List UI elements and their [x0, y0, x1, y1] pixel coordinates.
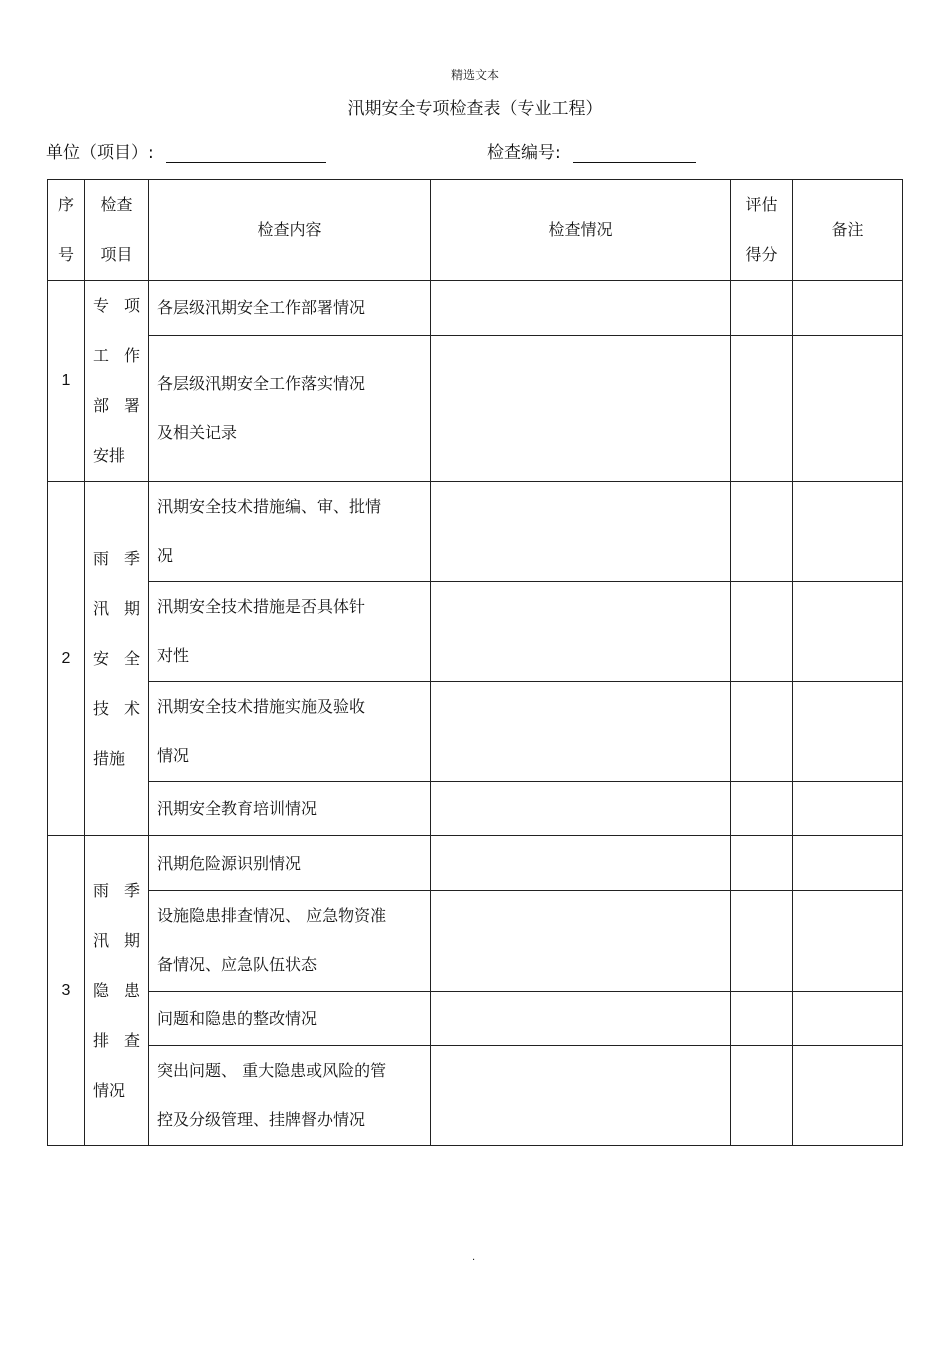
table-row	[48, 335, 903, 481]
remark-cell[interactable]	[793, 482, 903, 582]
remark-cell[interactable]	[793, 836, 903, 891]
check-content: 问题和隐患的整改情况	[149, 992, 431, 1046]
score-cell[interactable]	[731, 582, 793, 682]
remark-cell[interactable]	[793, 891, 903, 992]
situation-cell[interactable]	[431, 335, 731, 481]
check-content: 汛期安全技术措施实施及验收 情况	[149, 682, 431, 782]
remark-cell[interactable]	[793, 682, 903, 782]
remark-cell[interactable]	[793, 782, 903, 836]
group-category: 雨 季 汛 期 安 全 技 术 措施	[85, 482, 149, 836]
score-cell[interactable]	[731, 836, 793, 891]
check-content: 设施隐患排查情况、 应急物资准 备情况、应急队伍状态	[149, 891, 431, 992]
score-cell[interactable]	[731, 891, 793, 992]
situation-cell[interactable]	[431, 891, 731, 992]
situation-cell[interactable]	[431, 682, 731, 782]
table-row	[48, 682, 903, 782]
score-cell[interactable]	[731, 335, 793, 481]
table-row	[48, 836, 903, 891]
remark-cell[interactable]	[793, 1046, 903, 1146]
header-remark: 备注	[793, 180, 903, 281]
group-category: 雨 季 汛 期 隐 患 排 查 情况	[85, 836, 149, 1146]
situation-cell[interactable]	[431, 582, 731, 682]
score-cell[interactable]	[731, 281, 793, 336]
check-content: 汛期危险源识别情况	[149, 836, 431, 891]
watermark: 精选文本	[450, 68, 499, 82]
header-row	[48, 180, 903, 281]
score-cell[interactable]	[731, 682, 793, 782]
situation-cell[interactable]	[431, 992, 731, 1046]
group-number: 1	[48, 281, 85, 482]
check-content: 汛期安全教育培训情况	[149, 782, 431, 836]
header-situation: 检查情况	[431, 180, 731, 281]
footer-dot: .	[472, 1252, 476, 1263]
score-cell[interactable]	[731, 992, 793, 1046]
table-row	[48, 992, 903, 1046]
group-category: 专 项 工 作 部 署 安排	[85, 281, 149, 482]
group-number: 3	[48, 836, 85, 1146]
remark-cell[interactable]	[793, 582, 903, 682]
situation-cell[interactable]	[431, 1046, 731, 1146]
header-content: 检查内容	[149, 180, 431, 281]
check-number-label: 检查编号:	[487, 143, 561, 163]
situation-cell[interactable]	[431, 281, 731, 336]
group-number: 2	[48, 482, 85, 836]
table-row	[48, 891, 903, 992]
remark-cell[interactable]	[793, 335, 903, 481]
check-content: 各层级汛期安全工作部署情况	[149, 281, 431, 336]
page-title: 汛期安全专项检查表（专业工程）	[347, 99, 603, 119]
unit-label: 单位（项目）:	[46, 143, 154, 163]
header-seq: 序 号	[48, 180, 85, 281]
situation-cell[interactable]	[431, 782, 731, 836]
table-row	[48, 482, 903, 582]
table-row	[48, 1046, 903, 1146]
header-score: 评估 得分	[731, 180, 793, 281]
check-content: 汛期安全技术措施编、审、批情 况	[149, 482, 431, 582]
header-item: 检查 项目	[85, 180, 149, 281]
situation-cell[interactable]	[431, 836, 731, 891]
score-cell[interactable]	[731, 1046, 793, 1146]
unit-field	[46, 138, 326, 163]
score-cell[interactable]	[731, 782, 793, 836]
table-row	[48, 281, 903, 336]
unit-blank-line[interactable]	[166, 142, 326, 163]
check-number-blank-line[interactable]	[573, 142, 696, 163]
remark-cell[interactable]	[793, 281, 903, 336]
check-content: 汛期安全技术措施是否具体针 对性	[149, 582, 431, 682]
check-content: 突出问题、 重大隐患或风险的管 控及分级管理、挂牌督办情况	[149, 1046, 431, 1146]
inspection-table	[47, 179, 903, 1146]
table-row	[48, 782, 903, 836]
situation-cell[interactable]	[431, 482, 731, 582]
score-cell[interactable]	[731, 482, 793, 582]
check-number-field	[487, 138, 696, 163]
check-content: 各层级汛期安全工作落实情况 及相关记录	[149, 335, 431, 481]
table-row	[48, 582, 903, 682]
remark-cell[interactable]	[793, 992, 903, 1046]
